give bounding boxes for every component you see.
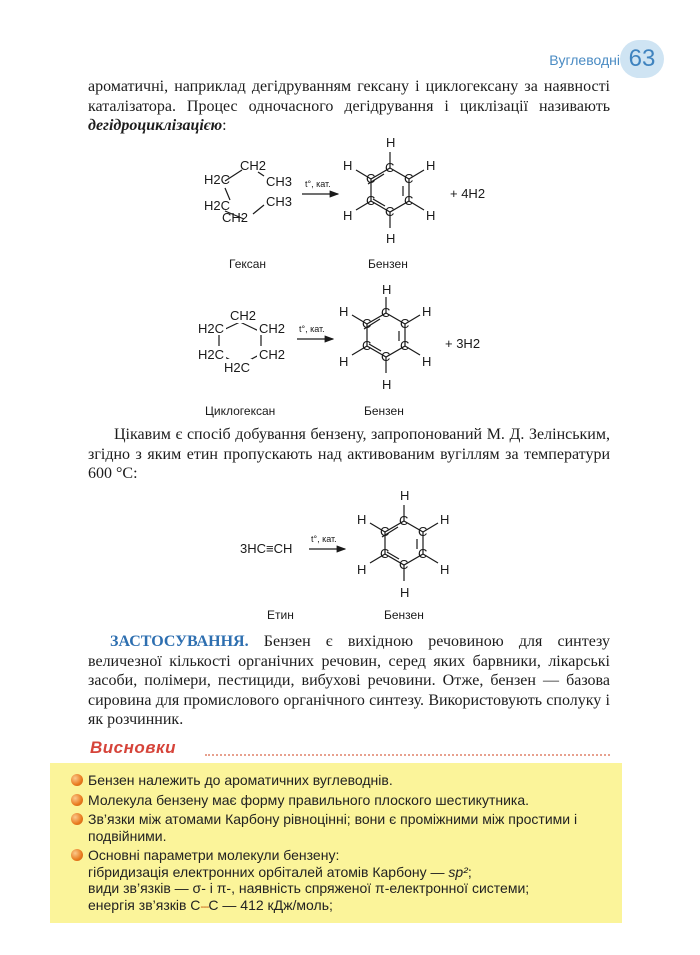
b2-c-2: C [400,316,410,331]
application-heading: ЗАСТОСУВАННЯ. [110,633,249,650]
cyclohexane-condition: t°, кат. [299,324,325,334]
cyclohexane-atom-4: H2C [198,347,225,362]
b2-c-6: C [362,316,372,331]
bullet-icon [71,813,83,825]
b1-c-1: C [385,160,395,175]
list-item [88,811,616,844]
ethyne-labels [240,534,424,622]
ethyne-reactant: 3HC≡CH [240,541,293,556]
benzene-2-atoms [339,282,431,392]
b3-h-4: H [400,585,410,600]
application-paragraph [88,632,610,730]
bullet-icon [71,774,83,786]
b2-h-5: H [339,354,349,369]
conclusions-list [88,772,616,918]
b3-c-6: C [380,524,390,539]
hexane-atom-2: CH2 [240,158,267,173]
b2-c-4: C [381,349,391,364]
page-number: 63 [620,40,664,78]
b1-c-5: C [366,193,376,208]
hexane-byproduct: + 4H2 [450,186,486,201]
aromatic-bond-icon: --- [200,900,209,913]
b3-c-2: C [418,524,428,539]
b3-h-6: H [357,512,367,527]
cyclohexane-atom-5: CH2 [259,347,286,362]
params-energy: енергія зв’язків С---С — 412 кДж/моль; [88,896,333,913]
hexane-atom-4: H2C [204,198,231,213]
b2-h-2: H [422,304,432,319]
benzene-1-atoms [343,135,435,246]
b2-h-1: H [382,282,392,297]
params-hybrid: гібридизація електронних орбіталей атомів Карбону — sp²; [88,863,472,880]
hexane-atom-6: CH3 [266,194,293,209]
b2-c-3: C [400,338,410,353]
cyclohexane-atom-3: CH2 [259,321,286,336]
b3-h-1: H [400,488,410,503]
b1-h-4: H [386,231,396,246]
intro-colon: : [222,117,227,134]
cyclohexane-byproduct: + 3H2 [445,336,481,351]
b3-c-1: C [399,513,409,528]
list-item [88,792,616,809]
ethyne-condition: t°, кат. [311,534,337,544]
b3-h-5: H [357,562,367,577]
params-intro: Основні параметри молекули бензену: [88,847,340,863]
bullet-icon [71,849,83,861]
b3-h-3: H [440,562,450,577]
hexane-atom-5: CH2 [222,210,249,225]
b2-c-5: C [362,338,372,353]
b2-c-1: C [381,305,391,320]
conclusion-3: Зв’язки між атомами Карбону рівноцінні; вони є проміжними між простими і подвійними. [88,811,578,844]
cyclohexane-product-label: Бензен [364,404,404,418]
hexane-product-label: Бензен [368,257,408,271]
b1-h-1: H [386,135,396,150]
cyclohexane-label: Циклогексан [205,404,276,418]
zelinsky-paragraph: Цікавим є спосіб добування бензену, запропонований М. Д. Зелінським, згідно з яким етин пропускають над активованим вугіллям за температури 600 °С: [88,426,610,482]
ethyne-product-label: Бензен [384,608,424,622]
b3-c-3: C [418,546,428,561]
hexane-label: Гексан [229,257,267,271]
b2-h-3: H [422,354,432,369]
b3-h-2: H [440,512,450,527]
b1-h-6: H [343,158,353,173]
ethyne-label: Етин [267,608,294,622]
conclusions-divider [205,754,610,756]
cyclohexane-atom-2: H2C [198,321,225,336]
params-hybrid-value: sp² [448,863,468,880]
b1-c-2: C [404,171,414,186]
list-item [88,772,616,789]
b1-c-3: C [404,193,414,208]
conclusion-2: Молекула бензену має форму правильного плоского шестикутника. [88,791,530,808]
conclusion-1: Бензен належить до ароматичних вуглеводнів. [88,772,393,788]
hexane-atom-3: CH3 [266,174,293,189]
term-dehydrocyclization: дегідроциклізацією [88,117,223,134]
cyclohexane-atom-6: H2C [224,360,251,375]
b3-c-5: C [380,546,390,561]
b3-c-4: C [399,557,409,572]
benzene-3-atoms [357,488,449,600]
section-title: Вуглеводні [549,52,620,68]
b1-c-4: C [385,204,395,219]
cyclohexane-atom-1: CH2 [230,308,257,323]
intro-text: ароматичні, наприклад дегідруванням гексану і циклогексану за наявності каталізатора. Процес одночасного дегідрування і циклізації називають [88,78,610,115]
b1-h-2: H [426,158,436,173]
list-item [88,847,616,915]
application-text: Бензен є вихідною речовиною для синтезу величезної кількості органічних речовин, серед яких барвники, лікарські засоби, полімери, пестициди, вибухові речовини. Отже, бензен — базова сировина для промислового органічного синтезу. Використовують сполуку і як розчинник. [88,633,610,728]
b2-h-4: H [382,377,392,392]
hexane-condition: t°, кат. [305,179,331,189]
hexane-atom-1: H2C [204,172,231,187]
b1-c-6: C [366,171,376,186]
conclusions-title: Висновки [90,738,177,757]
params-bonds: види зв’язків — σ- і π-, наявність спряженої π-електронної системи; [88,880,530,896]
b1-h-3: H [426,208,436,223]
b1-h-5: H [343,208,353,223]
bullet-icon [71,794,83,806]
b2-h-6: H [339,304,349,319]
